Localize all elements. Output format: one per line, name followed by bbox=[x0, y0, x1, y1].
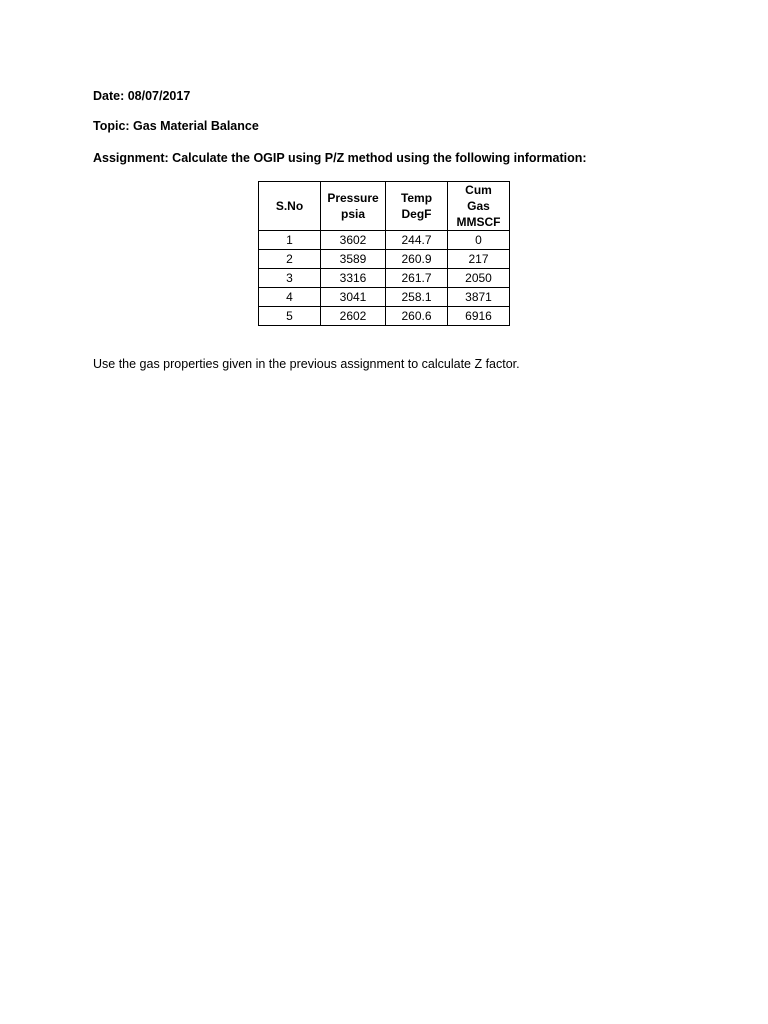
data-table bbox=[258, 181, 510, 326]
cell-pressure: 3316 bbox=[321, 269, 386, 288]
column-header-cum-gas bbox=[448, 182, 510, 231]
table-row bbox=[259, 307, 510, 326]
table-row bbox=[259, 288, 510, 307]
table-row bbox=[259, 269, 510, 288]
cell-temp: 258.1 bbox=[386, 288, 448, 307]
column-header-text: Cum bbox=[465, 183, 492, 197]
cell-sno: 5 bbox=[259, 307, 321, 326]
cell-pressure: 2602 bbox=[321, 307, 386, 326]
column-header-text: psia bbox=[340, 207, 365, 221]
cell-pressure: 3589 bbox=[321, 250, 386, 269]
cell-cum-gas: 2050 bbox=[448, 269, 510, 288]
assignment-line: Assignment: Calculate the OGIP using P/Z method using the following information: bbox=[93, 151, 587, 165]
cell-sno: 4 bbox=[259, 288, 321, 307]
cell-cum-gas: 3871 bbox=[448, 288, 510, 307]
date-line: Date: 08/07/2017 bbox=[93, 89, 191, 103]
note-line: Use the gas properties given in the previous assignment to calculate Z factor. bbox=[93, 357, 520, 371]
cell-pressure: 3602 bbox=[321, 231, 386, 250]
cell-pressure: 3041 bbox=[321, 288, 386, 307]
cell-sno: 3 bbox=[259, 269, 321, 288]
column-header-text: Temp bbox=[400, 191, 433, 205]
column-header-text: MMSCF bbox=[456, 215, 501, 229]
cell-cum-gas: 6916 bbox=[448, 307, 510, 326]
topic-line: Topic: Gas Material Balance bbox=[93, 119, 259, 133]
column-header-text: S.No bbox=[275, 199, 304, 213]
cell-cum-gas: 217 bbox=[448, 250, 510, 269]
cell-sno: 1 bbox=[259, 231, 321, 250]
cell-cum-gas: 0 bbox=[448, 231, 510, 250]
column-header-text: Pressure bbox=[327, 191, 379, 205]
cell-temp: 244.7 bbox=[386, 231, 448, 250]
column-header-temp bbox=[386, 182, 448, 231]
cell-temp: 261.7 bbox=[386, 269, 448, 288]
column-header-pressure bbox=[321, 182, 386, 231]
cell-temp: 260.6 bbox=[386, 307, 448, 326]
column-header-text: DegF bbox=[401, 207, 432, 221]
table-row bbox=[259, 250, 510, 269]
table-header-row bbox=[259, 182, 510, 231]
cell-sno: 2 bbox=[259, 250, 321, 269]
cell-temp: 260.9 bbox=[386, 250, 448, 269]
column-header-sno bbox=[259, 182, 321, 231]
column-header-text: Gas bbox=[467, 199, 490, 213]
table-row bbox=[259, 231, 510, 250]
